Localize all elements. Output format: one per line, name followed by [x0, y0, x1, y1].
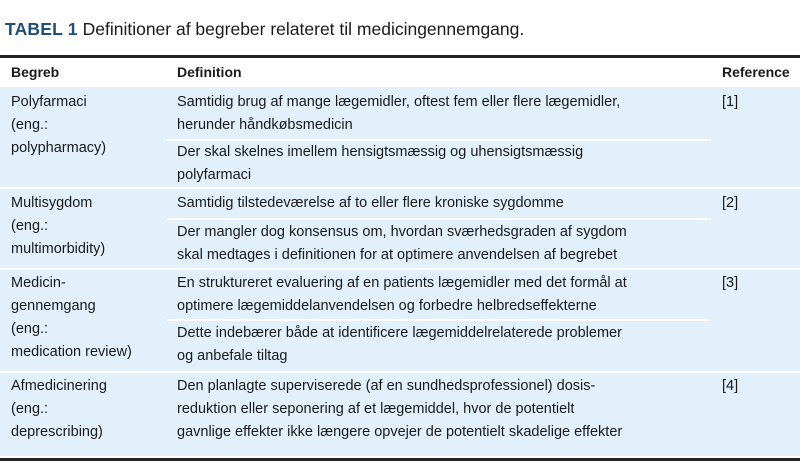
definition-cell: Der mangler dog konsensus om, hvordan sværhedsgraden af sygdom skal medtages i definitionen for at optimere anvendelsen af begrebet: [177, 224, 627, 263]
header-reference: Reference: [722, 64, 790, 80]
table-row: [0, 373, 800, 456]
definition-divider: [167, 218, 711, 220]
definition-cell: Samtidig brug af mange lægemidler, oftest fem eller flere lægemidler, herunder håndkøbsmedicin: [177, 94, 621, 133]
bottom-rule: [0, 458, 800, 461]
table-row: [0, 270, 800, 371]
reference-cell: [1]: [722, 94, 739, 110]
table-row: [0, 87, 800, 187]
term-cell: Multisygdom (eng.: multimorbidity): [11, 195, 106, 257]
definition-cell: Dette indebærer både at identificere lægemiddelrelaterede problemer og anbefale tiltag: [177, 325, 622, 364]
reference-cell: [4]: [722, 378, 739, 394]
definition-divider: [167, 319, 711, 321]
header-term: Begreb: [11, 64, 60, 80]
term-cell: Afmedicinering (eng.: deprescribing): [11, 378, 107, 440]
table-caption: [5, 18, 524, 40]
definition-cell: En struktureret evaluering af en patients lægemidler med det formål at optimere lægemiddelanvendelsen og forbedre helbredseffekterne: [177, 275, 627, 314]
reference-cell: [3]: [722, 275, 739, 291]
table-header: [0, 58, 800, 87]
definition-cell: Der skal skelnes imellem hensigtsmæssig og uhensigtsmæssig polyfarmaci: [177, 144, 584, 183]
definition-cell: Samtidig tilstedeværelse af to eller flere kroniske sygdomme: [177, 195, 564, 211]
term-cell: Medicin- gennemgang (eng.: medication review): [11, 275, 132, 360]
definition-cell: Den planlagte superviserede (af en sundhedsprofessionel) dosis- reduktion eller seponering af et lægemiddel, hvor de potentielt gavnlige effekter ikke længere opvejer de potentielt skadelige effekter: [177, 378, 623, 440]
table-label: TABEL 1: [5, 19, 78, 39]
header-definition: Definition: [177, 64, 242, 80]
reference-cell: [2]: [722, 195, 739, 211]
table-title: Definitioner af begreber relateret til medicingennemgang.: [82, 19, 525, 39]
table-row: [0, 189, 800, 268]
term-cell: Polyfarmaci (eng.: polypharmacy): [11, 94, 107, 156]
